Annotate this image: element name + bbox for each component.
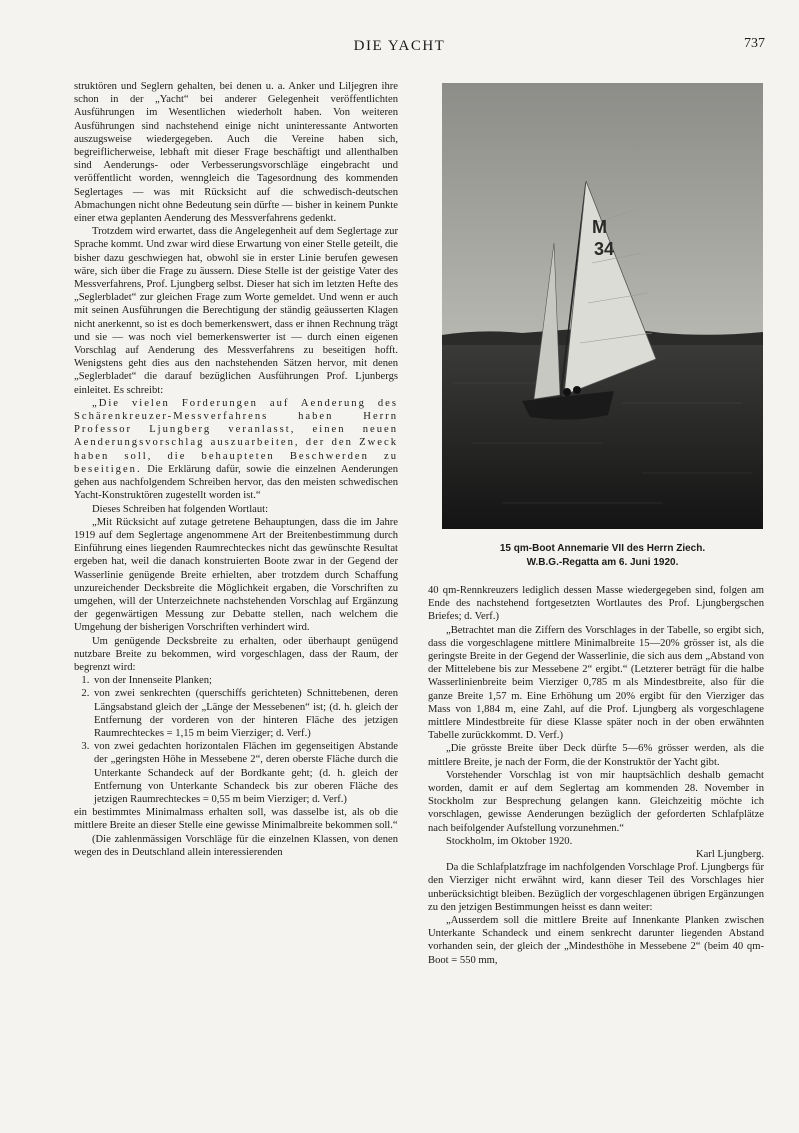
numbered-list: [74, 674, 398, 806]
list-item: 2. von zwei senkrechten (querschiffs gerichteten) Schnittebenen, deren Längsabstand gleich der „Länge der Messebenen“ ist; (d. h. gleich der Entfernung der vorderen von der hinteren Fläche des jetzigen Raumrechteckes = 1,15 m beim Vierziger; d. Verf.): [92, 687, 398, 740]
list-item: 1. von der Innenseite Planken;: [92, 674, 398, 687]
left-column: [74, 80, 398, 859]
paragraph: 40 qm-Rennkreuzers lediglich dessen Masse wiedergegeben sind, folgen am Ende des nachstehend fortgesetzten Wortlautes des Prof. Ljungbergschen Briefes; d. Verf.): [428, 585, 764, 623]
signature: Karl Ljungberg.: [695, 849, 764, 861]
quote-paragraph: [74, 397, 398, 503]
paragraph: Da die Schlafplatzfrage im nachfolgenden Vorschlage Prof. Ljungbergs für den Vierziger nicht erwähnt wird, kann dieser Teil des Vorschlages hier unberücksichtigt bleiben. Bezüglich der vorgeschlagenen übrigen Ergänzungen zu den jetzigen Bestimmungen heisst es dann weiter:: [428, 862, 764, 913]
paragraph: ein bestimmtes Minimalmass erhalten soll, was dasselbe ist, als ob die mittlere Breite an dieser Stelle eine gewisse Minimalbreite bekommen soll.“: [74, 807, 398, 832]
sail-number-34: 34: [594, 239, 615, 259]
quote-rest: Die Erklärung dafür, sowie die einzelnen Aenderungen gehen aus nachfolgendem Schreiben hervor, das den meisten schwedischen Yacht-Konstruktören zugestellt worden ist.“: [74, 463, 398, 502]
paragraph: „Die grösste Breite über Deck dürfte 5—6% grösser werden, als die mittlere Breite, je nach der Form, die der Konstruktör der Yacht gibt.: [428, 743, 764, 768]
list-item: 3. von zwei gedachten horizontalen Flächen im gegenseitigen Abstande der „geringsten Höhe in Messebene 2“, deren oberste Fläche durch die Unterkante Schandeck auf der Bordkante geht; (d. h. gleich der Entfernung von Unterkante Schandeck bis zur oberen Fläche des jetzigen Raumrechteckes = 0,55 m beim Vierziger; d. Verf.): [92, 740, 398, 806]
paragraph: Vorstehender Vorschlag ist von mir hauptsächlich deshalb gemacht worden, damit er auf dem Seglertag am kommenden 28. November in Stockholm zur Besprechung gelangen kann. Gleichzeitig möchte ich vorschlagen, gewisse Aenderungen bezüglich der geforderten Schlafplätze nach beifolgender Aufstellung vorzunehmen.“: [428, 769, 764, 834]
figure-caption: [442, 542, 763, 570]
sailboat-photo: [442, 83, 763, 529]
paragraph: Dieses Schreiben hat folgenden Wortlaut:: [92, 503, 269, 515]
paragraph: Um genügende Decksbreite zu erhalten, oder überhaupt genügend nutzbare Breite zu bekommen, wird vorgeschlagen, dass der Raum, der begrenzt wird:: [74, 635, 398, 673]
paragraph: „Ausserdem soll die mittlere Breite auf Innenkante Planken zwischen Unterkante Schandeck und einem senkrecht darunter liegenden Abstand vorhanden sein, der gleich der „Mindesthöhe in Messebene 2“ (beim 40 qm-Boot = 550 mm,: [428, 915, 764, 966]
paragraph: Trotzdem wird erwartet, dass die Angelegenheit auf dem Seglertage zur Sprache kommt. Und zwar wird diese Erwartung von einer Stelle geteilt, die bisher dazu geschwiegen hat, obwohl sie in erster Linie berufen gewesen wäre, sich über die Frage zu äussern. Diese Stelle ist der geistige Vater des Messverfahrens, Prof. Ljungberg selbst. Dieser hat sich im letzten Hefte des „Seglerbladet“ zur gleichen Frage zum Worte gemeldet. Und wenn er auch mit seinen Ausführungen die Berechtigung der ständig geäusserten Klagen nicht anerkennt, so ist es doch bemerkenswert, dass er ihnen Rechnung trägt und sie — was noch viel bemerkenswerter ist — durch einen eigenen Vorschlag auf Aenderung des Messverfahrens zu beseitigen hofft. Wenigstens geht dies aus den nachstehenden Sätzen hervor, mit denen „Seglerbladet“ die darauf bezüglichen Ausführungen Prof. Ljunbergs einleitet. Es schreibt:: [74, 226, 398, 396]
paragraph: „Betrachtet man die Ziffern des Vorschlages in der Tabelle, so ergibt sich, dass die vorgeschlagene mittlere Minimalbreite 15—20% grösser ist, als die geringste Breite in der Gegend der Wasserlinie, die sich aus dem „Abstand von der Mittelebene bis zur Messebene 2“ ergibt.“ (Letzterer beträgt für die halbe Wasserlinienbreite beim Vierziger 0,785 m als Mindestbreite, also für die ganze Breite 1,57 m. Eine Erhöhung um 20% ergibt für den Vierziger das Mass von 1,884 m, eine Zahl, auf die Prof. Ljungberg als vorgeschlagene mittlere Mindestbreite für diese Klasse später noch in der oben erwähnten Tabelle zurückkommt. D. Verf.): [428, 624, 764, 742]
sail-letter-m: M: [592, 217, 607, 237]
running-title: DIE YACHT: [353, 38, 446, 54]
paragraph: (Die zahlenmässigen Vorschläge für die einzelnen Klassen, von denen wegen des in Deutschland allein interessierenden: [74, 833, 398, 858]
page-number: 737: [744, 36, 765, 51]
caption-line: 15 qm-Boot Annemarie VII des Herrn Ziech.: [499, 543, 706, 554]
spaced-quote: „Die vielen Forderungen auf Aenderung des Schärenkreuzer-Messverfahrens haben Herrn Professor Ljungberg veranlasst, einen neuen Aenderungsvorschlag auszuarbeiten, der den Zweck haben soll, die behaupteten Beschwerden zu beseitigen.: [74, 397, 398, 475]
dateline: Stockholm, im Oktober 1920.: [446, 835, 573, 847]
caption-line: W.B.G.-Regatta am 6. Juni 1920.: [526, 557, 679, 568]
paragraph: struktören und Seglern gehalten, bei denen u. a. Anker und Liljegren ihre schon in der „Yacht“ bei anderer Gelegenheit veröffentlichten Ausführungen im Wesentlichen wiederholt haben. Von weiteren Ausführungen sind nachstehend einige nicht uninteressante Antworten auszugsweise wiedergegeben. Auch die Vereine haben sich, begreiflicherweise, lebhaft mit dieser Frage beschäftigt und allenthalben sind Aenderungs- oder Verbesserungsvorschläge eingebracht und veröffentlicht worden, wenngleich die Tagesordnung des kommenden Seglertages — was mit Rücksicht auf die schwedisch-deutschen Abmachungen nicht ohne Bedeutung sein dürfte — bisher in keinem Punkte einer etwa geplanten Aenderung des Messverfahrens gedenkt.: [74, 81, 398, 225]
right-column: [428, 584, 764, 967]
sailboat-illustration: [442, 83, 763, 529]
paragraph: „Mit Rücksicht auf zutage getretene Behauptungen, dass die im Jahre 1919 auf dem Seglertage angenommene Art der Breitenbestimmung durch Einführung eines liegenden Raumrechteckes nicht das gewünschte Resultat ergeben hat, weil die danach konstruierten Boote zwar in der Gegend der Wasserlinie genügende Breite erhielten, aber trotzdem durch Schaffung unzureichender Decksbreite die Möglichkeit ergaben, die Vorschriften zu umgehen, will der Unterzeichnete nachstehenden Vorschlag auf Ergänzung der gegenwärtigen Messung zur Debatte stellen, nach welchem die Umgehung der bisherigen Vorschriften verhindert wird.: [74, 516, 398, 634]
